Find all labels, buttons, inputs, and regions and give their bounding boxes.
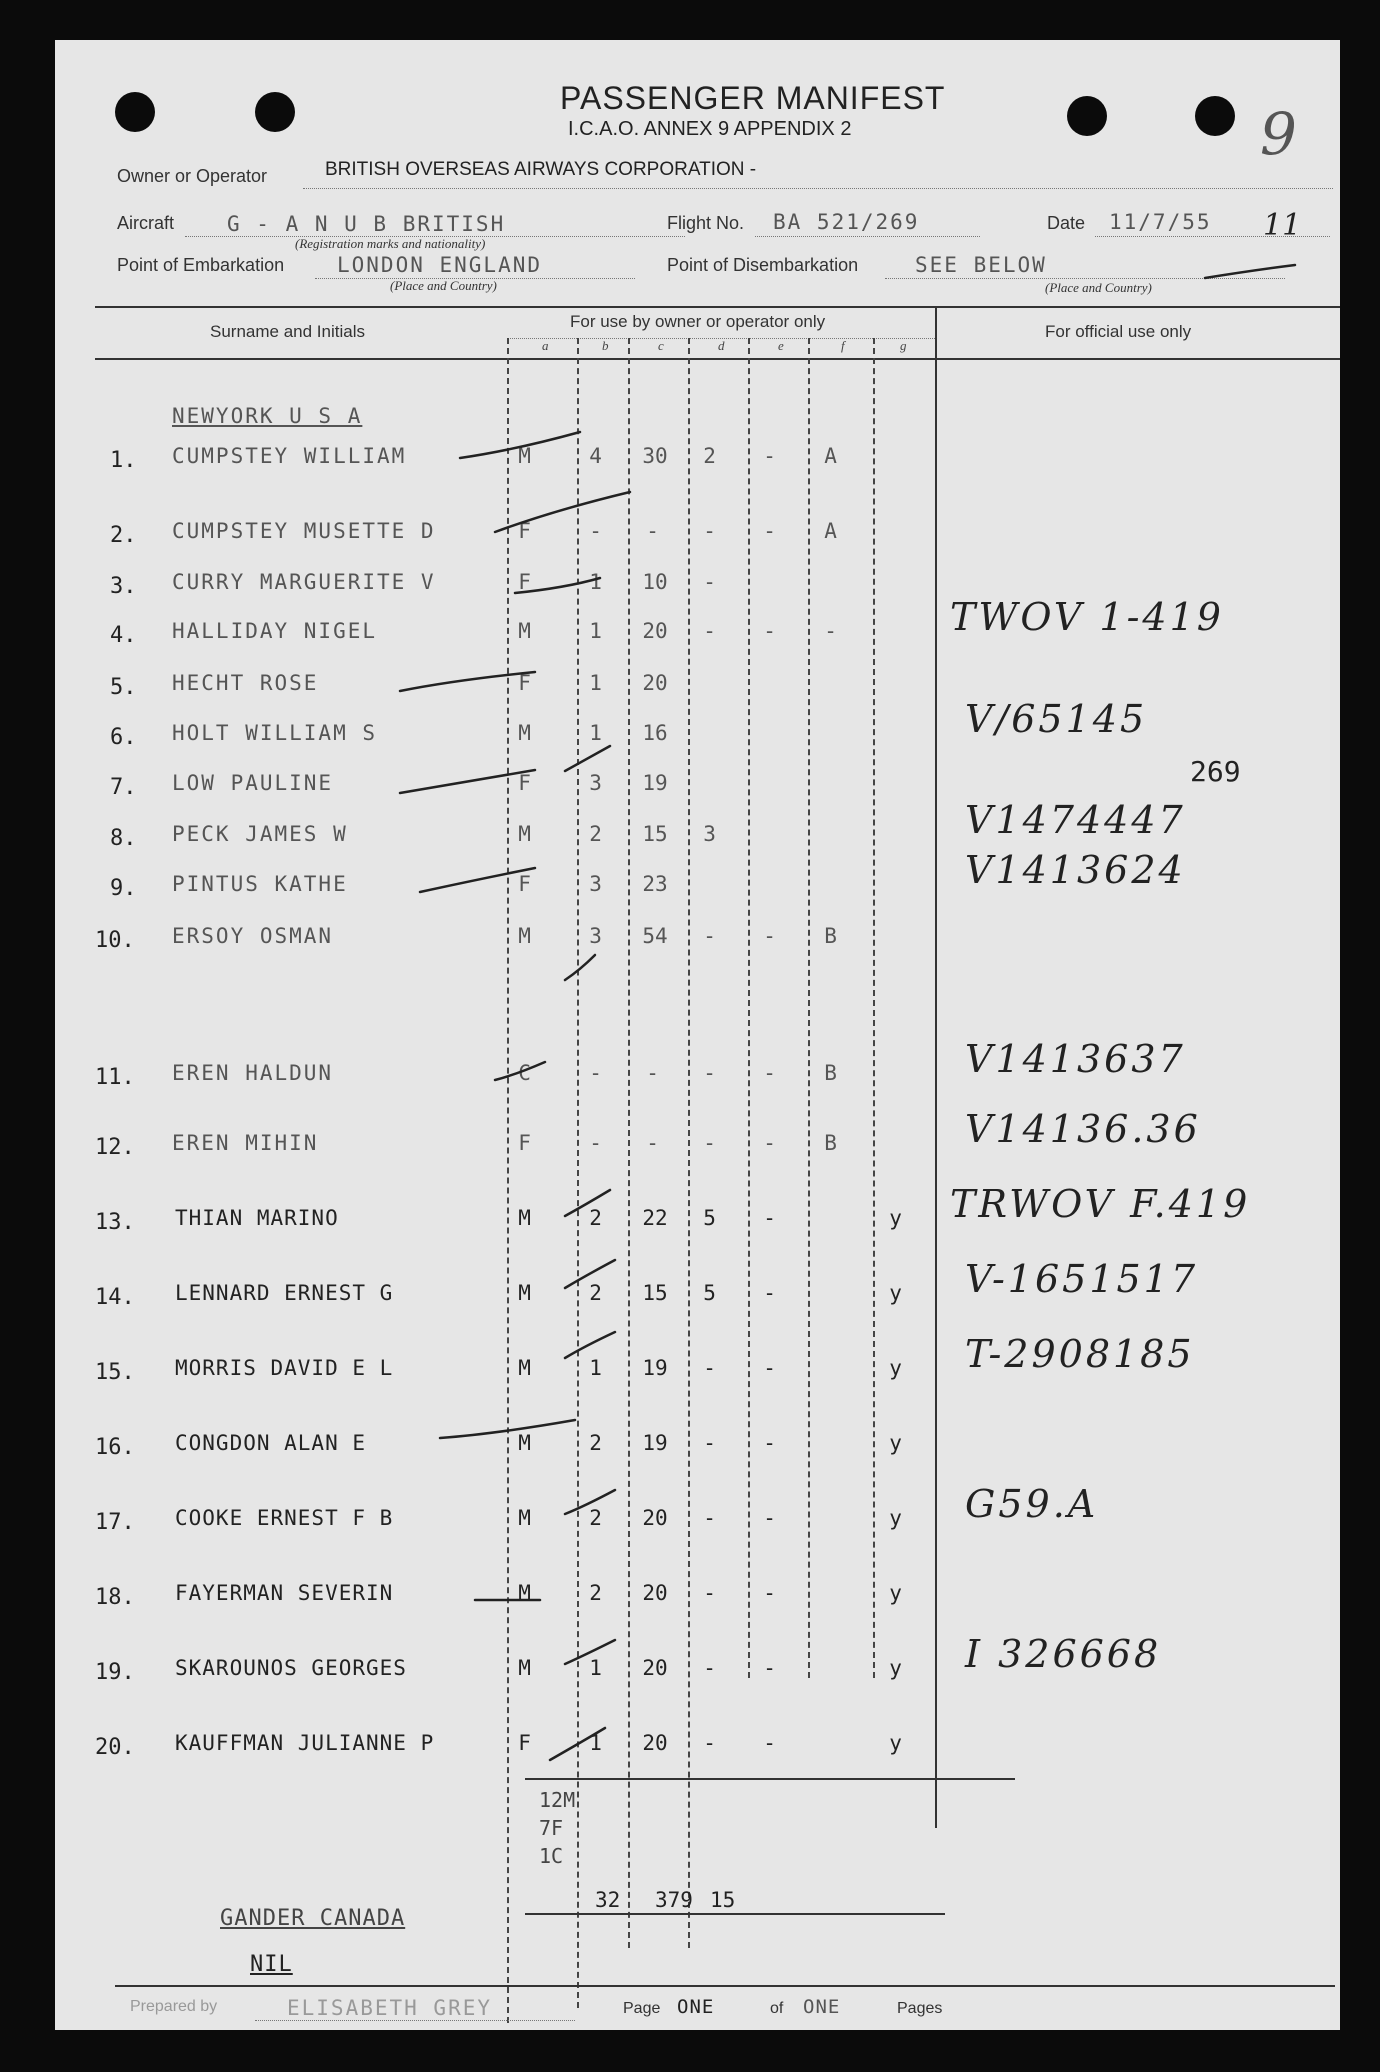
row-number: 17. bbox=[95, 1510, 135, 1535]
document-title: PASSENGER MANIFEST bbox=[560, 80, 946, 116]
cell-b: 2 bbox=[589, 1206, 602, 1230]
passenger-name: EREN HALDUN bbox=[172, 1061, 334, 1085]
cell-b: 1 bbox=[589, 1731, 602, 1755]
punch-hole-left-1 bbox=[115, 92, 155, 132]
cell-a: M bbox=[518, 1581, 531, 1605]
passenger-name: MORRIS DAVID E L bbox=[175, 1356, 394, 1380]
section-gander: GANDER CANADA bbox=[220, 1906, 406, 1931]
official-notation: V-1651517 bbox=[965, 1257, 1199, 1301]
cell-a: F bbox=[518, 872, 531, 896]
cell-b: 1 bbox=[589, 671, 602, 695]
passenger-name: ERSOY OSMAN bbox=[172, 924, 334, 948]
passenger-name: CURRY MARGUERITE V bbox=[172, 570, 436, 594]
embarkation-note: (Place and Country) bbox=[390, 278, 497, 293]
cell-c: 20 bbox=[642, 1731, 668, 1755]
row-number: 11. bbox=[95, 1065, 135, 1090]
cell-c: 10 bbox=[642, 570, 668, 594]
surname-column-header: Surname and Initials bbox=[210, 322, 365, 341]
official-column-header: For official use only bbox=[1045, 322, 1192, 341]
cell-e: - bbox=[763, 519, 776, 543]
page-value: ONE bbox=[677, 1996, 715, 2018]
disembarkation-value: SEE BELOW bbox=[915, 253, 1047, 277]
subcolumn-letter-f: f bbox=[841, 338, 845, 353]
date-value: 11/7/55 bbox=[1109, 210, 1212, 234]
owner-value: BRITISH OVERSEAS AIRWAYS CORPORATION - bbox=[325, 159, 757, 180]
cell-d: 5 bbox=[703, 1281, 716, 1305]
subcolumn-letter-d: d bbox=[718, 338, 725, 353]
flight-value: BA 521/269 bbox=[773, 210, 920, 234]
cell-d: - bbox=[703, 1061, 716, 1085]
cell-b: 2 bbox=[589, 1431, 602, 1455]
cell-d: - bbox=[703, 1731, 716, 1755]
passenger-name: CONGDON ALAN E bbox=[175, 1431, 367, 1455]
aircraft-note: (Registration marks and nationality) bbox=[295, 236, 486, 251]
cell-d: 5 bbox=[703, 1206, 716, 1230]
subcolumn-letter-a: a bbox=[542, 338, 549, 353]
cell-g: y bbox=[889, 1731, 902, 1755]
row-number: 12. bbox=[95, 1135, 135, 1160]
cell-f: A bbox=[824, 519, 837, 543]
row-number: 14. bbox=[95, 1285, 135, 1310]
cell-b: 1 bbox=[589, 721, 602, 745]
punch-hole-right-2 bbox=[1195, 96, 1235, 136]
cell-b: 1 bbox=[589, 1356, 602, 1380]
cell-b: - bbox=[589, 519, 602, 543]
official-notation: V14136.36 bbox=[965, 1107, 1201, 1151]
passenger-name: HOLT WILLIAM S bbox=[172, 721, 378, 745]
passenger-name: KAUFFMAN JULIANNE P bbox=[175, 1731, 435, 1755]
row-number: 5. bbox=[110, 675, 137, 700]
cell-e: - bbox=[763, 1506, 776, 1530]
passenger-name: CUMPSTEY WILLIAM bbox=[172, 444, 407, 468]
subcolumn-letter-b: b bbox=[602, 338, 609, 353]
passenger-name: SKAROUNOS GEORGES bbox=[175, 1656, 407, 1680]
cell-a: C bbox=[518, 1061, 531, 1085]
cell-e: - bbox=[763, 1206, 776, 1230]
row-number: 1. bbox=[110, 448, 137, 473]
cell-c: 30 bbox=[642, 444, 668, 468]
cell-e: - bbox=[763, 1656, 776, 1680]
cell-d: - bbox=[703, 570, 716, 594]
cell-e: - bbox=[763, 1581, 776, 1605]
cell-e: - bbox=[763, 444, 776, 468]
cell-a: M bbox=[518, 1206, 531, 1230]
cell-g: y bbox=[889, 1581, 902, 1605]
punch-hole-left-2 bbox=[255, 92, 295, 132]
totals-col-c: 379 bbox=[655, 1888, 693, 1912]
passenger-name: COOKE ERNEST F B bbox=[175, 1506, 394, 1530]
passenger-name: PINTUS KATHE bbox=[172, 872, 348, 896]
cell-g: y bbox=[889, 1431, 902, 1455]
cell-g: y bbox=[889, 1356, 902, 1380]
totals-col-d: 15 bbox=[710, 1888, 736, 1912]
corner-handwritten-mark: 9 bbox=[1260, 100, 1297, 168]
cell-d: - bbox=[703, 1431, 716, 1455]
cell-d: - bbox=[703, 1581, 716, 1605]
cell-e: - bbox=[763, 1431, 776, 1455]
row-number: 8. bbox=[110, 826, 137, 851]
cell-c: 19 bbox=[642, 1431, 668, 1455]
operator-column-header: For use by owner or operator only bbox=[570, 312, 826, 331]
cell-e: - bbox=[763, 619, 776, 643]
disembarkation-note: (Place and Country) bbox=[1045, 280, 1152, 295]
of-value: ONE bbox=[803, 1996, 841, 2018]
official-notation: V1413637 bbox=[965, 1037, 1186, 1081]
prepared-by-value: ELISABETH GREY bbox=[287, 1996, 493, 2020]
cell-a: M bbox=[518, 1656, 531, 1680]
cell-d: - bbox=[703, 619, 716, 643]
cell-e: - bbox=[763, 924, 776, 948]
row-number: 2. bbox=[110, 523, 137, 548]
totals-col-a-line: 7F bbox=[539, 1816, 564, 1840]
subcolumn-letter-e: e bbox=[778, 338, 784, 353]
cell-a: M bbox=[518, 444, 531, 468]
cell-b: - bbox=[589, 1061, 602, 1085]
cell-e: - bbox=[763, 1061, 776, 1085]
row-number: 16. bbox=[95, 1435, 135, 1460]
cell-a: M bbox=[518, 1431, 531, 1455]
aircraft-label: Aircraft bbox=[117, 213, 175, 233]
cell-a: F bbox=[518, 671, 531, 695]
cell-g: y bbox=[889, 1656, 902, 1680]
cell-b: 2 bbox=[589, 822, 602, 846]
cell-c: 22 bbox=[642, 1206, 668, 1230]
cell-f: B bbox=[824, 924, 837, 948]
cell-e: - bbox=[763, 1281, 776, 1305]
cell-a: M bbox=[518, 1281, 531, 1305]
totals-col-a-line: 1C bbox=[539, 1844, 564, 1868]
punch-hole-right-1 bbox=[1067, 96, 1107, 136]
page-label: Page bbox=[623, 2000, 661, 2017]
official-notation: T-2908185 bbox=[965, 1332, 1195, 1376]
cell-d: - bbox=[703, 1356, 716, 1380]
cell-d: - bbox=[703, 1656, 716, 1680]
official-notation: I 326668 bbox=[965, 1632, 1162, 1676]
official-notation: V1474447 bbox=[965, 798, 1186, 842]
cell-b: 1 bbox=[589, 1656, 602, 1680]
cell-a: F bbox=[518, 771, 531, 795]
embarkation-label: Point of Embarkation bbox=[117, 255, 285, 275]
cell-c: 16 bbox=[642, 721, 668, 745]
cell-d: - bbox=[703, 924, 716, 948]
pages-label: Pages bbox=[897, 2000, 943, 2017]
cell-f: B bbox=[824, 1131, 837, 1155]
cell-a: F bbox=[518, 1131, 531, 1155]
row-number: 13. bbox=[95, 1210, 135, 1235]
owner-label: Owner or Operator bbox=[117, 166, 268, 186]
cell-b: 1 bbox=[589, 619, 602, 643]
cell-d: - bbox=[703, 1506, 716, 1530]
cell-b: 2 bbox=[589, 1581, 602, 1605]
manifest-page bbox=[55, 40, 1340, 2030]
embarkation-value: LONDON ENGLAND bbox=[337, 253, 543, 277]
official-notation: TRWOV F.419 bbox=[950, 1182, 1251, 1226]
official-notation: 269 bbox=[1190, 755, 1241, 788]
passenger-name: HECHT ROSE bbox=[172, 671, 319, 695]
date-label: Date bbox=[1047, 213, 1086, 233]
passenger-name: LOW PAULINE bbox=[172, 771, 334, 795]
passenger-name: EREN MIHIN bbox=[172, 1131, 319, 1155]
cell-c: 20 bbox=[642, 619, 668, 643]
cell-e: - bbox=[763, 1731, 776, 1755]
cell-a: F bbox=[518, 1731, 531, 1755]
cell-d: - bbox=[703, 1131, 716, 1155]
cell-e: - bbox=[763, 1131, 776, 1155]
cell-a: M bbox=[518, 1506, 531, 1530]
row-number: 3. bbox=[110, 574, 137, 599]
cell-c: 20 bbox=[642, 1506, 668, 1530]
cell-c: 15 bbox=[642, 822, 668, 846]
cell-b: - bbox=[589, 1131, 602, 1155]
cell-c: 19 bbox=[642, 1356, 668, 1380]
cell-c: 20 bbox=[642, 1581, 668, 1605]
cell-f: A bbox=[824, 444, 837, 468]
cell-c: 54 bbox=[642, 924, 668, 948]
subcolumn-letter-g: g bbox=[900, 338, 907, 353]
cell-b: 1 bbox=[589, 570, 602, 594]
official-notation: TWOV 1-419 bbox=[950, 595, 1224, 639]
date-handwritten-mark: 11 bbox=[1263, 208, 1302, 243]
totals-col-a-line: 12M bbox=[539, 1788, 576, 1812]
cell-g: y bbox=[889, 1281, 902, 1305]
cell-b: 3 bbox=[589, 872, 602, 896]
cell-c: 19 bbox=[642, 771, 668, 795]
cell-c: - bbox=[646, 1131, 659, 1155]
cell-d: 3 bbox=[703, 822, 716, 846]
row-number: 7. bbox=[110, 775, 137, 800]
prepared-by-label: Prepared by bbox=[130, 1998, 218, 2015]
document-subtitle: I.C.A.O. ANNEX 9 APPENDIX 2 bbox=[568, 118, 852, 140]
row-number: 10. bbox=[95, 928, 135, 953]
section-gander-value: NIL bbox=[250, 1952, 293, 1977]
cell-b: 2 bbox=[589, 1281, 602, 1305]
cell-c: - bbox=[646, 1061, 659, 1085]
cell-f: B bbox=[824, 1061, 837, 1085]
cell-b: 3 bbox=[589, 771, 602, 795]
row-number: 18. bbox=[95, 1585, 135, 1610]
cell-a: F bbox=[518, 519, 531, 543]
cell-d: - bbox=[703, 519, 716, 543]
cell-d: 2 bbox=[703, 444, 716, 468]
section-newyork: NEWYORK U S A bbox=[172, 404, 363, 428]
cell-c: - bbox=[646, 519, 659, 543]
row-number: 4. bbox=[110, 623, 137, 648]
cell-g: y bbox=[889, 1206, 902, 1230]
passenger-name: CUMPSTEY MUSETTE D bbox=[172, 519, 436, 543]
cell-a: M bbox=[518, 721, 531, 745]
disembarkation-label: Point of Disembarkation bbox=[667, 255, 859, 275]
cell-a: M bbox=[518, 924, 531, 948]
totals-col-b: 32 bbox=[595, 1888, 621, 1912]
cell-a: M bbox=[518, 822, 531, 846]
cell-a: F bbox=[518, 570, 531, 594]
row-number: 19. bbox=[95, 1660, 135, 1685]
row-number: 6. bbox=[110, 725, 137, 750]
row-number: 15. bbox=[95, 1360, 135, 1385]
cell-c: 20 bbox=[642, 1656, 668, 1680]
cell-b: 3 bbox=[589, 924, 602, 948]
passenger-name: FAYERMAN SEVERIN bbox=[175, 1581, 394, 1605]
passenger-name: THIAN MARINO bbox=[175, 1206, 339, 1230]
cell-c: 23 bbox=[642, 872, 668, 896]
official-notation: G59.A bbox=[965, 1482, 1099, 1526]
cell-a: M bbox=[518, 1356, 531, 1380]
cell-c: 20 bbox=[642, 671, 668, 695]
cell-f: - bbox=[824, 619, 837, 643]
cell-b: 4 bbox=[589, 444, 602, 468]
official-notation: V1413624 bbox=[965, 848, 1186, 892]
cell-a: M bbox=[518, 619, 531, 643]
cell-e: - bbox=[763, 1356, 776, 1380]
passenger-name: LENNARD ERNEST G bbox=[175, 1281, 394, 1305]
passenger-name: HALLIDAY NIGEL bbox=[172, 619, 378, 643]
official-notation: V/65145 bbox=[965, 697, 1148, 741]
aircraft-value: G - A N U B BRITISH bbox=[227, 212, 506, 236]
cell-c: 15 bbox=[642, 1281, 668, 1305]
passenger-name: PECK JAMES W bbox=[172, 822, 348, 846]
row-number: 9. bbox=[110, 876, 137, 901]
of-label: of bbox=[770, 2000, 784, 2017]
cell-b: 2 bbox=[589, 1506, 602, 1530]
cell-g: y bbox=[889, 1506, 902, 1530]
subcolumn-letter-c: c bbox=[658, 338, 664, 353]
row-number: 20. bbox=[95, 1735, 135, 1760]
flight-label: Flight No. bbox=[667, 213, 745, 233]
